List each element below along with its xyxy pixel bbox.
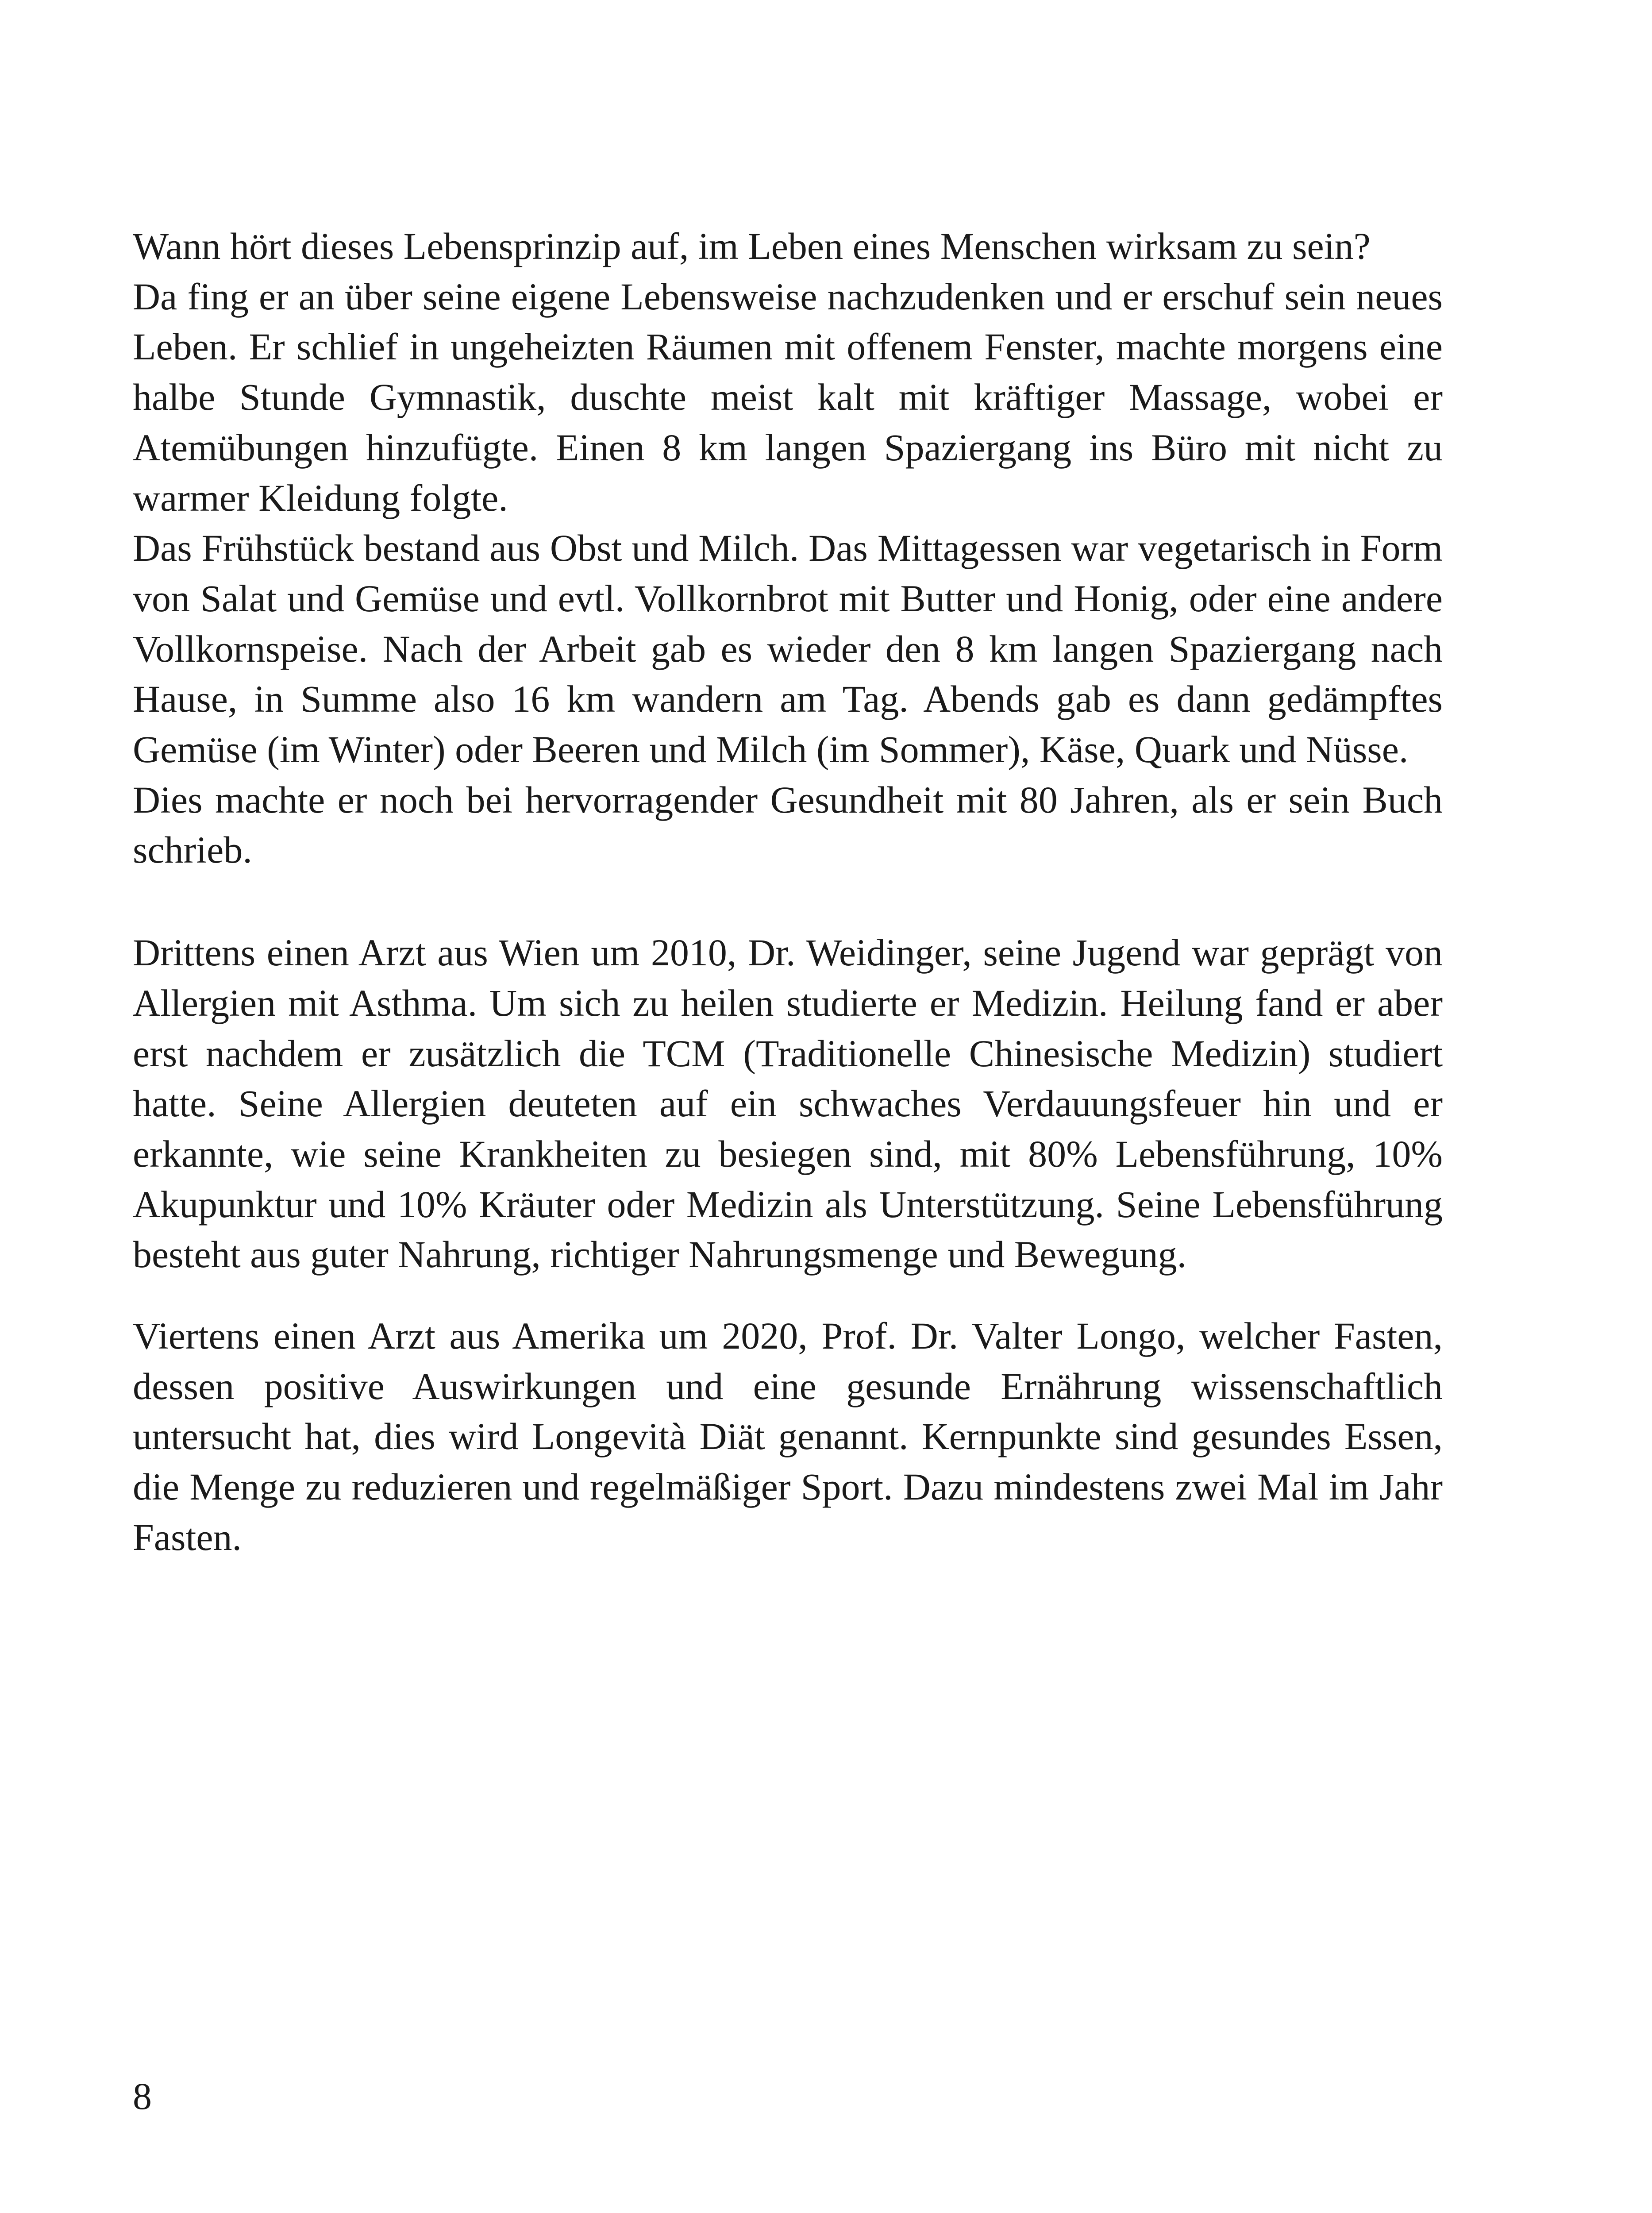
page-number: 8	[133, 2075, 152, 2117]
paragraph-dr-weidinger: Drittens einen Arzt aus Wien um 2010, Dr. Weidinger, seine Jugend war geprägt von Allergien mit Asthma. Um sich zu heilen studierte er Medizin. Heilung fand er aber erst nachdem er zusätzlich die TCM (Traditionelle Chinesische Medizin) studiert hatte. Seine Allergien deuteten auf ein schwaches Verdauungsfeuer hin und er erkannte, wie seine Krankheiten zu besiegen sind, mit 80% Lebensführung, 10% Akupunktur und 10% Kräuter oder Medizin als Unterstützung. Seine Lebensführung besteht aus guter Nahrung, richtiger Nahrungsmenge und Bewegung.	[133, 931, 1443, 1276]
page-body	[133, 221, 1443, 1563]
paragraph-prof-longo: Viertens einen Arzt aus Amerika um 2020, Prof. Dr. Valter Longo, welcher Fasten, dessen positive Auswirkungen und eine gesunde Ernährung wissenschaftlich untersucht hat, dies wird Longevità Diät genannt. Kernpunkte sind gesundes Essen, die Menge zu reduzieren und regelmäßiger Sport. Dazu mindestens zwei Mal im Jahr Fasten.	[133, 1315, 1443, 1558]
paragraph-lebensweise: Wann hört dieses Lebensprinzip auf, im Leben eines Menschen wirksam zu sein? Da fing er an über seine eigene Lebensweise nachzudenken und er erschuf sein neues Leben. Er schlief in ungeheizten Räumen mit offenem Fenster, machte morgens eine halbe Stunde Gymnastik, duschte meist kalt mit kräftiger Massage, wobei er Atemübungen hinzufügte. Einen 8 km langen Spaziergang ins Büro mit nicht zu warmer Kleidung folgte. Das Frühstück bestand aus Obst und Milch. Das Mittagessen war vegetarisch in Form von Salat und Gemüse und evtl. Vollkornbrot mit Butter und Honig, oder eine andere Vollkornspeise. Nach der Arbeit gab es wieder den 8 km langen Spaziergang nach Hause, in Summe also 16 km wandern am Tag. Abends gab es dann gedämpftes Gemüse (im Winter) oder Beeren und Milch (im Sommer), Käse, Quark und Nüsse. Dies machte er noch bei hervorragender Gesundheit mit 80 Jahren, als er sein Buch schrieb.	[133, 225, 1443, 871]
